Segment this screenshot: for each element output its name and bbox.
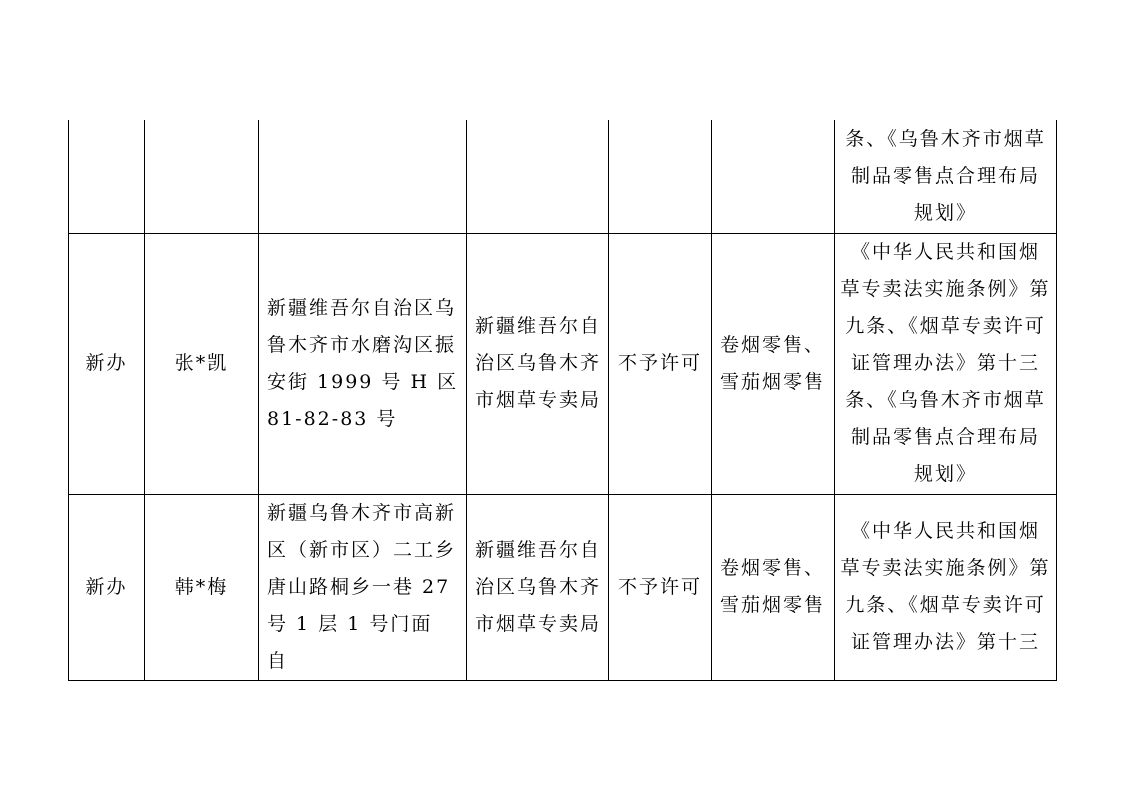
address-cell: [259, 120, 467, 233]
basis-text: 《中华人民共和国烟 草专卖法实施条例》第 九条、《烟草专卖许可 证管理办法》第十三: [840, 520, 1051, 653]
name-cell: 韩*梅: [145, 494, 259, 680]
table-row: [69, 494, 1057, 680]
scope-text: 卷烟零售、 雪茄烟零售: [720, 557, 826, 616]
basis-text: 条、《乌鲁木齐市烟草 制品零售点合理布局 规划》: [845, 127, 1046, 224]
category-cell: 新办: [69, 233, 145, 494]
decision-cell: [609, 120, 712, 233]
address-text: 新疆乌鲁木齐市高新 区（新市区）二工乡 唐山路桐乡一巷 27 号 1 层 1 号门面 自: [267, 501, 457, 672]
basis-text: 《中华人民共和国烟 草专卖法实施条例》第 九条、《烟草专卖许可 证管理办法》第十三 条、《乌鲁木齐市烟草 制品零售点合理布局 规划》: [840, 241, 1051, 485]
authority-cell: [467, 120, 609, 233]
basis-cell: [835, 120, 1057, 233]
scope-cell: [712, 494, 835, 680]
table-row: [69, 120, 1057, 233]
name-cell: [145, 120, 259, 233]
category-cell: 新办: [69, 494, 145, 680]
name-cell: 张*凯: [145, 233, 259, 494]
decision-cell: 不予许可: [609, 233, 712, 494]
authority-text: 新疆维吾尔自 治区乌鲁木齐 市烟草专卖局: [475, 538, 602, 635]
basis-cell: [835, 233, 1057, 494]
authority-cell: [467, 233, 609, 494]
authority-text: 新疆维吾尔自 治区乌鲁木齐 市烟草专卖局: [475, 315, 602, 411]
address-cell: [259, 494, 467, 680]
table-row: [69, 233, 1057, 494]
license-decision-table: [68, 120, 1057, 681]
authority-cell: [467, 494, 609, 680]
scope-text: 卷烟零售、 雪茄烟零售: [720, 333, 826, 393]
address-cell: [259, 233, 467, 494]
decision-cell: 不予许可: [609, 494, 712, 680]
address-text: 新疆维吾尔自治区乌 鲁木齐市水磨沟区振 安街 1999 号 H 区 81-82-83 号: [267, 296, 459, 430]
scope-cell: [712, 120, 835, 233]
category-cell: [69, 120, 145, 233]
basis-cell: [835, 494, 1057, 680]
scope-cell: [712, 233, 835, 494]
